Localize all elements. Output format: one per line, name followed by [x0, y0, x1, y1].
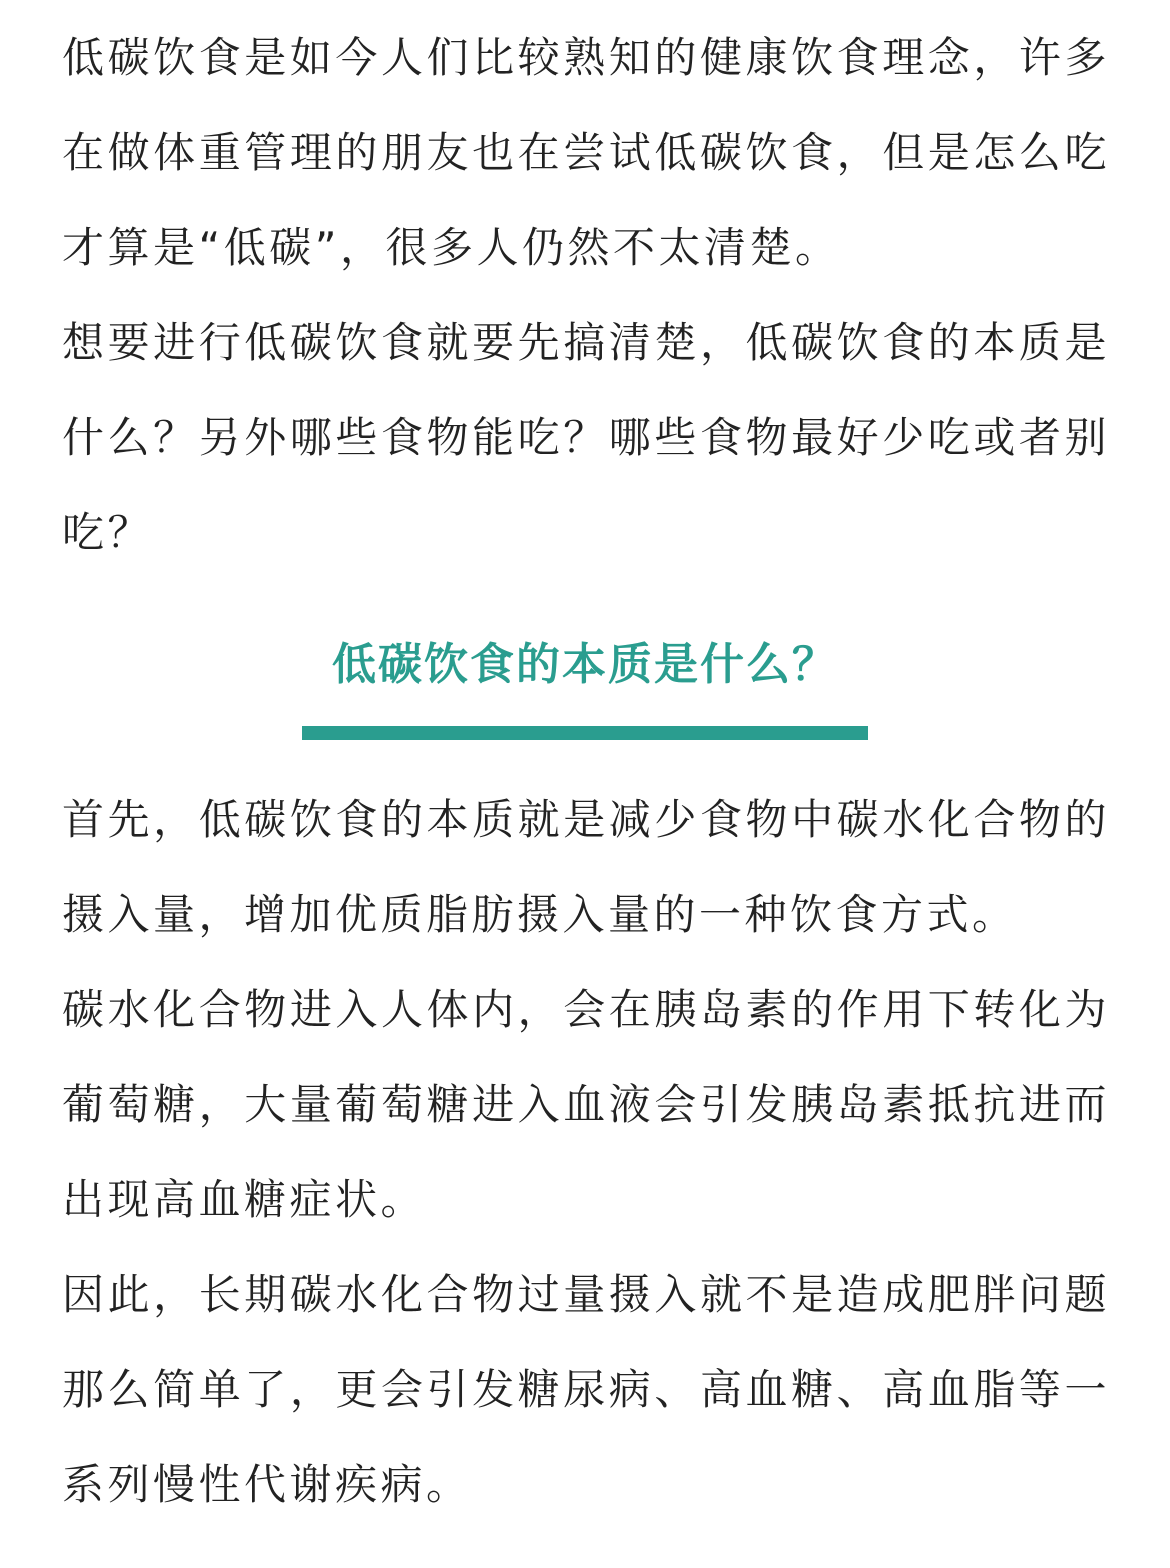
intro-paragraph: 低碳饮食是如今人们比较熟知的健康饮食理念，许多在做体重管理的朋友也在尝试低碳饮食，但是怎么吃才算是“低碳”，很多人仍然不太清楚。 [62, 33, 1110, 272]
intro-section [62, 10, 1110, 580]
section-title: 低碳饮食的本质是什么？ [332, 639, 838, 690]
intro-paragraph: 想要进行低碳饮食就要先搞清楚，低碳饮食的本质是什么？另外哪些食物能吃？哪些食物最好少吃或者别吃？ [62, 318, 1110, 557]
body-paragraph: 因此，长期碳水化合物过量摄入就不是造成肥胖问题那么简单了，更会引发糖尿病、高血糖、高血脂等一系列慢性代谢疾病。 [62, 1270, 1110, 1509]
body-paragraph: 碳水化合物进入人体内，会在胰岛素的作用下转化为葡萄糖，大量葡萄糖进入血液会引发胰岛素抵抗进而出现高血糖症状。 [62, 985, 1110, 1224]
body-section [62, 772, 1110, 1532]
body-paragraph: 首先，低碳饮食的本质就是减少食物中碳水化合物的摄入量，增加优质脂肪摄入量的一种饮食方式。 [62, 795, 1110, 939]
section-header [0, 630, 1170, 700]
section-title-underline [302, 726, 868, 740]
